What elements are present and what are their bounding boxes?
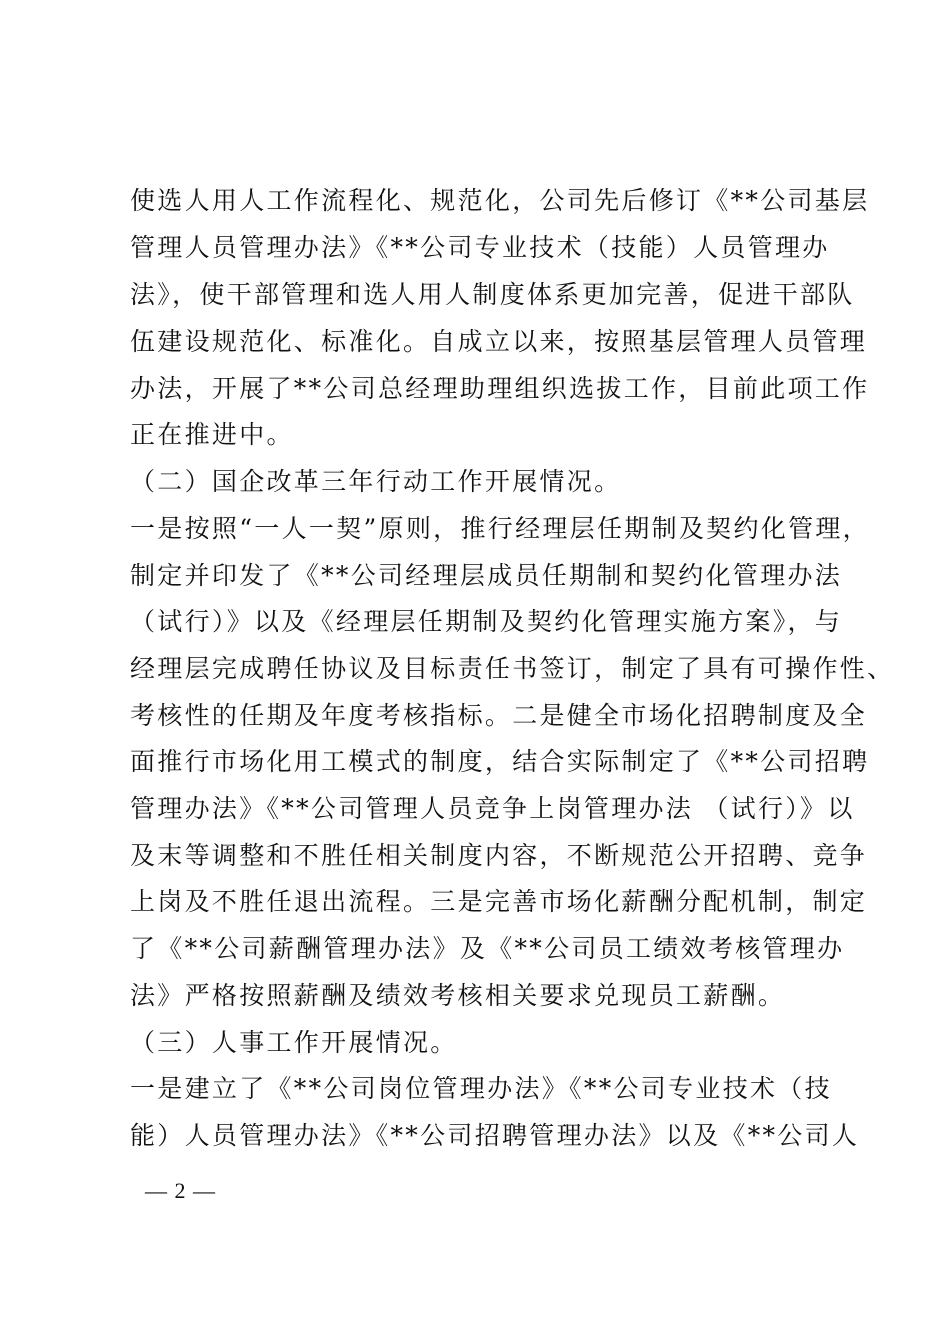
text-line: 及末等调整和不胜任相关制度内容，不断规范公开招聘、竞争	[130, 841, 868, 870]
section-heading: （二）国企改革三年行动工作开展情况。	[130, 467, 622, 496]
text-line: 了《**公司薪酬管理办法》及《**公司员工绩效考核管理办	[130, 934, 845, 963]
text-line: （试行）》以及《经理层任期制及契约化管理实施方案》，与	[130, 607, 843, 636]
text-line: 管理办法》《**公司管理人员竞争上岗管理办法 （试行）》以	[130, 794, 855, 823]
text-line: 经理层完成聘任协议及目标责任书签订，制定了具有可操作性、	[130, 654, 895, 683]
text-line: 管理人员管理办法》《**公司专业技术（技能）人员管理办	[130, 233, 830, 262]
text-line: 法》，使干部管理和选人用人制度体系更加完善，促进干部队	[130, 280, 855, 309]
text-line: 考核性的任期及年度考核指标。二是健全市场化招聘制度及全	[130, 701, 868, 730]
text-line: 制定并印发了《**公司经理层成员任期制和契约化管理办法	[130, 561, 843, 590]
text-line: 使选人用人工作流程化、规范化，公司先后修订《**公司基层	[130, 186, 870, 215]
section-heading: （三）人事工作开展情况。	[130, 1028, 458, 1057]
text-line: 法》严格按照薪酬及绩效考核相关要求兑现员工薪酬。	[130, 981, 786, 1010]
text-line: 能）人员管理办法》《**公司招聘管理办法》以及《**公司人	[130, 1121, 860, 1150]
text-line: 办法，开展了**公司总经理助理组织选拔工作，目前此项工作	[130, 374, 870, 403]
text-line: 上岗及不胜任退出流程。三是完善市场化薪酬分配机制，制定	[130, 887, 868, 916]
text-line: 一是按照“一人一契”原则，推行经理层任期制及契约化管理，	[130, 514, 870, 543]
text-line: 面推行市场化用工模式的制度，结合实际制定了《**公司招聘	[130, 747, 870, 776]
text-line: 正在推进中。	[130, 420, 294, 449]
text-line: 一是建立了《**公司岗位管理办法》《**公司专业技术（技	[130, 1074, 832, 1103]
page-number: — 2 —	[145, 1178, 216, 1203]
text-line: 伍建设规范化、标准化。自成立以来，按照基层管理人员管理	[130, 327, 868, 356]
